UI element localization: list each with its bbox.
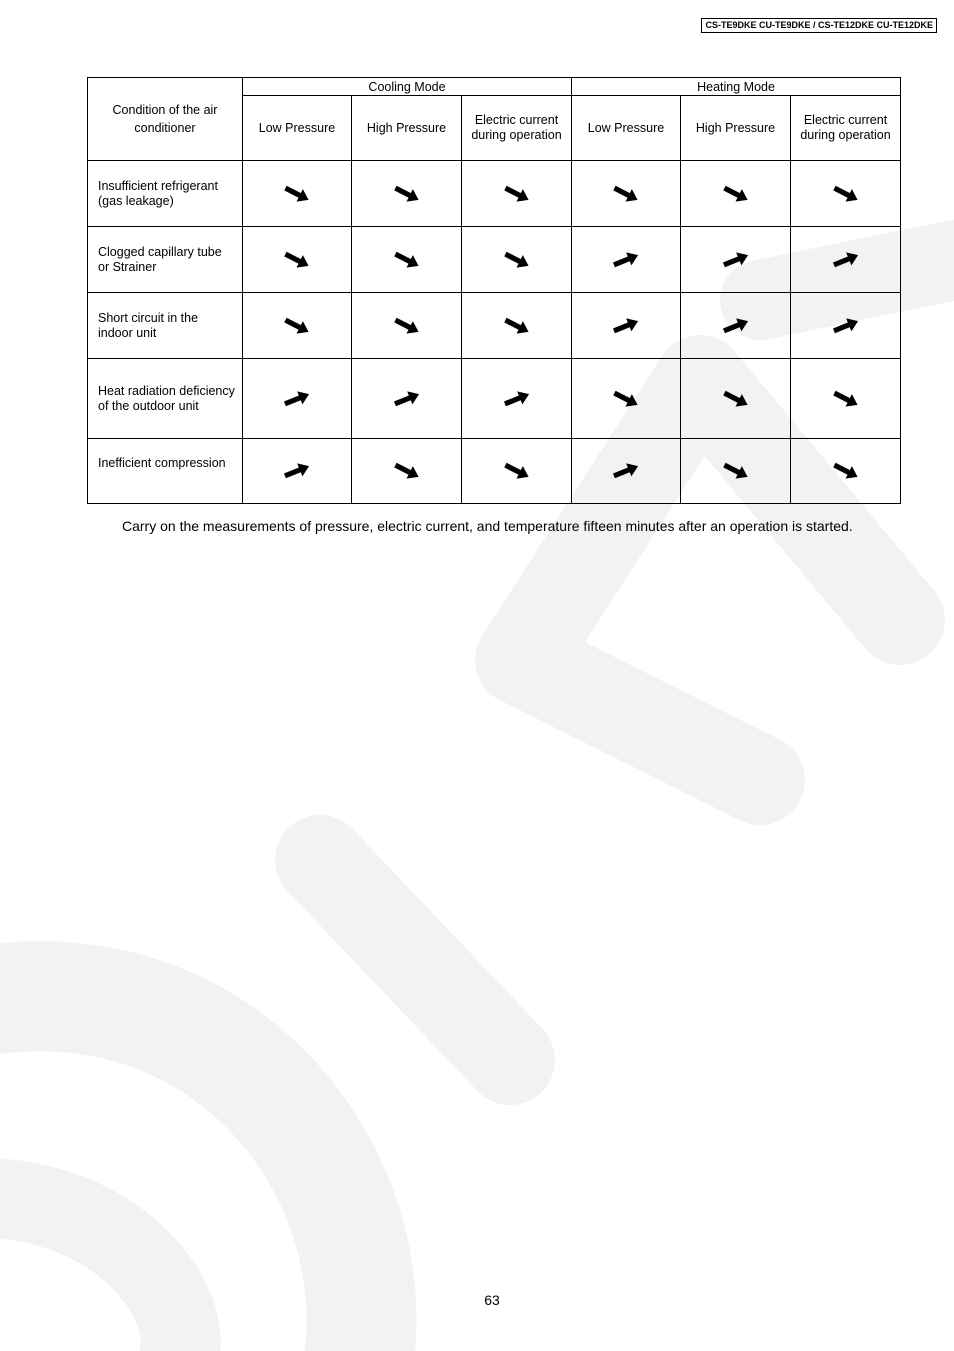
condition-label: Insufficient refrigerant (gas leakage) — [88, 161, 243, 227]
arrow-down-right-icon — [501, 459, 533, 483]
arrow-up-right-icon — [391, 387, 423, 411]
arrow-up-right-icon — [720, 314, 752, 338]
arrow-up-right-icon — [501, 387, 533, 411]
arrow-up-right-icon — [720, 248, 752, 272]
arrow-up-right-icon — [830, 248, 862, 272]
table-row — [88, 359, 901, 439]
arrow-up-right-icon — [610, 314, 642, 338]
arrow-down-right-icon — [610, 182, 642, 206]
table-row — [88, 227, 901, 293]
trend-cell-down — [791, 161, 901, 227]
arrow-down-right-icon — [610, 387, 642, 411]
trend-cell-up — [791, 227, 901, 293]
model-number-header: CS-TE9DKE CU-TE9DKE / CS-TE12DKE CU-TE12DKE — [701, 18, 937, 33]
condition-label: Inefficient compression — [88, 439, 243, 504]
trend-cell-up — [681, 227, 791, 293]
trend-cell-down — [352, 227, 462, 293]
trend-cell-down — [352, 161, 462, 227]
trend-cell-down — [243, 227, 352, 293]
measurement-note: Carry on the measurements of pressure, electric current, and temperature fifteen minutes after an operation is started. — [122, 518, 853, 534]
arrow-down-right-icon — [501, 248, 533, 272]
condition-label: Clogged capillary tube or Strainer — [88, 227, 243, 293]
trend-cell-down — [243, 293, 352, 359]
cooling-mode-header: Cooling Mode — [243, 78, 572, 96]
trend-cell-up — [681, 293, 791, 359]
arrow-down-right-icon — [281, 248, 313, 272]
trend-cell-down — [572, 161, 681, 227]
trend-cell-down — [352, 293, 462, 359]
cooling-electric-current-header: Electric current during operation — [462, 96, 572, 161]
cooling-low-pressure-header: Low Pressure — [243, 96, 352, 161]
trend-cell-up — [791, 293, 901, 359]
arrow-down-right-icon — [501, 182, 533, 206]
trend-cell-up — [352, 359, 462, 439]
table-row — [88, 439, 901, 504]
arrow-down-right-icon — [501, 314, 533, 338]
arrow-down-right-icon — [720, 182, 752, 206]
condition-column-header: Condition of the air conditioner — [88, 78, 243, 161]
cooling-high-pressure-header: High Pressure — [352, 96, 462, 161]
trend-cell-up — [243, 439, 352, 504]
table-row — [88, 293, 901, 359]
arrow-up-right-icon — [281, 459, 313, 483]
arrow-down-right-icon — [391, 459, 423, 483]
trend-cell-down — [243, 161, 352, 227]
trend-cell-down — [572, 359, 681, 439]
arrow-down-right-icon — [830, 182, 862, 206]
arrow-up-right-icon — [610, 459, 642, 483]
trend-cell-down — [352, 439, 462, 504]
troubleshooting-table — [87, 77, 901, 504]
trend-cell-down — [462, 227, 572, 293]
condition-label: Heat radiation deficiency of the outdoor unit — [88, 359, 243, 439]
arrow-down-right-icon — [720, 387, 752, 411]
arrow-up-right-icon — [610, 248, 642, 272]
heating-mode-header: Heating Mode — [572, 78, 901, 96]
arrow-down-right-icon — [281, 182, 313, 206]
trend-cell-up — [572, 439, 681, 504]
condition-label: Short circuit in the indoor unit — [88, 293, 243, 359]
arrow-down-right-icon — [391, 182, 423, 206]
trend-cell-down — [681, 439, 791, 504]
arrow-down-right-icon — [391, 314, 423, 338]
trend-cell-down — [462, 161, 572, 227]
arrow-down-right-icon — [281, 314, 313, 338]
arrow-up-right-icon — [830, 314, 862, 338]
table-row — [88, 161, 901, 227]
trend-cell-down — [462, 439, 572, 504]
trend-cell-up — [572, 227, 681, 293]
trend-cell-down — [462, 293, 572, 359]
trend-cell-up — [243, 359, 352, 439]
page-number: 63 — [484, 1292, 500, 1308]
arrow-down-right-icon — [391, 248, 423, 272]
arrow-down-right-icon — [830, 387, 862, 411]
heating-high-pressure-header: High Pressure — [681, 96, 791, 161]
trend-cell-down — [681, 359, 791, 439]
arrow-down-right-icon — [830, 459, 862, 483]
trend-cell-down — [791, 439, 901, 504]
trend-cell-up — [572, 293, 681, 359]
heating-electric-current-header: Electric current during operation — [791, 96, 901, 161]
trend-cell-down — [681, 161, 791, 227]
arrow-up-right-icon — [281, 387, 313, 411]
trend-cell-up — [462, 359, 572, 439]
heating-low-pressure-header: Low Pressure — [572, 96, 681, 161]
trend-cell-down — [791, 359, 901, 439]
arrow-down-right-icon — [720, 459, 752, 483]
